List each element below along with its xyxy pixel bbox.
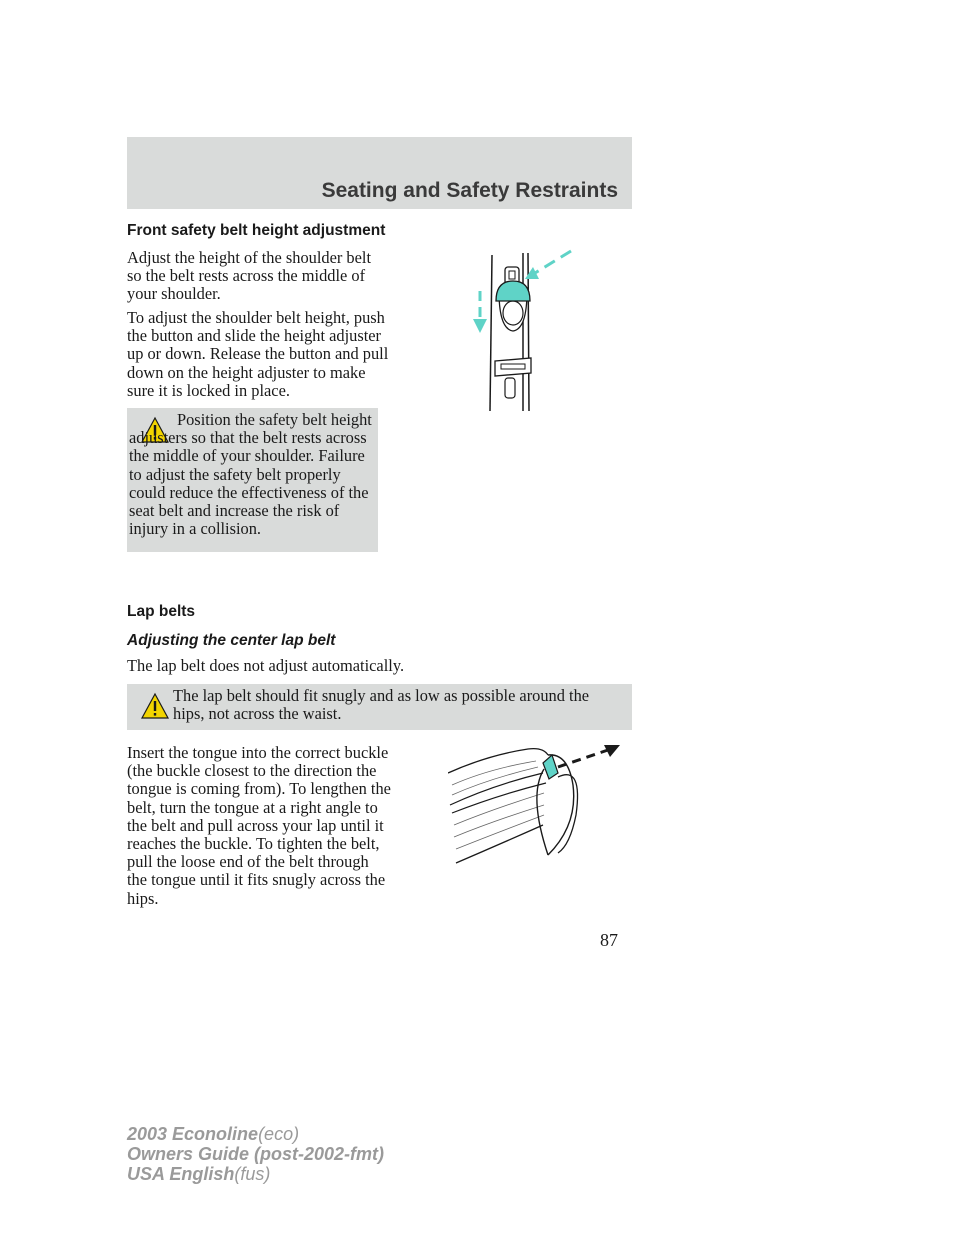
heading-height-adjustment: Front safety belt height adjustment <box>127 222 386 239</box>
paragraph-insert-tongue: Insert the tongue into the correct buckle (the buckle closest to the direction the tongue is coming from). To lengthen the belt, turn the tongue at a right angle to the belt and pull across your lap until it reaches the buckle. To tighten the belt, pull the loose end of the belt through the tongue until it fits snugly across the hips. <box>127 743 391 908</box>
section-title: Seating and Safety Restraints <box>321 179 618 202</box>
subheading-center-lap-belt: Adjusting the center lap belt <box>127 632 336 649</box>
section-header-band <box>127 137 632 209</box>
warning-text-height: Position the safety belt height adjusters so that the belt rests across the middle of your shoulder. Failure to adjust the safety belt properly could reduce the effectiveness of the seat belt and increase the risk of injury in a collision. <box>129 410 372 539</box>
warning-triangle-icon <box>140 692 170 720</box>
paragraph-lap-not-automatic: The lap belt does not adjust automatically. <box>127 656 405 675</box>
heading-lap-belts: Lap belts <box>127 603 196 620</box>
lap-belt-tongue-illustration <box>448 745 623 865</box>
paragraph-adjust-procedure: To adjust the shoulder belt height, push the button and slide the height adjuster up or down. Release the button and pull down on the height adjuster to make sure it is locked in place. <box>127 308 389 400</box>
paragraph-adjust-height: Adjust the height of the shoulder belt so the belt rests across the middle of your shoulder. <box>127 248 371 304</box>
warning-box-lap <box>127 684 632 730</box>
footer-language-code: (fus) <box>234 1164 271 1184</box>
warning-text-lap: The lap belt should fit snugly and as low as possible around the hips, not across the waist. <box>173 686 590 724</box>
footer-language: USA English <box>127 1164 235 1184</box>
warning-box-height <box>127 408 378 552</box>
footer-model-code: (eco) <box>258 1124 300 1144</box>
shoulder-belt-adjuster-illustration <box>465 243 580 413</box>
page-number: 87 <box>600 930 618 950</box>
footer-model: 2003 Econoline <box>127 1124 259 1144</box>
footer-guide: Owners Guide (post-2002-fmt) <box>127 1144 385 1164</box>
document-footer <box>127 1124 384 1184</box>
